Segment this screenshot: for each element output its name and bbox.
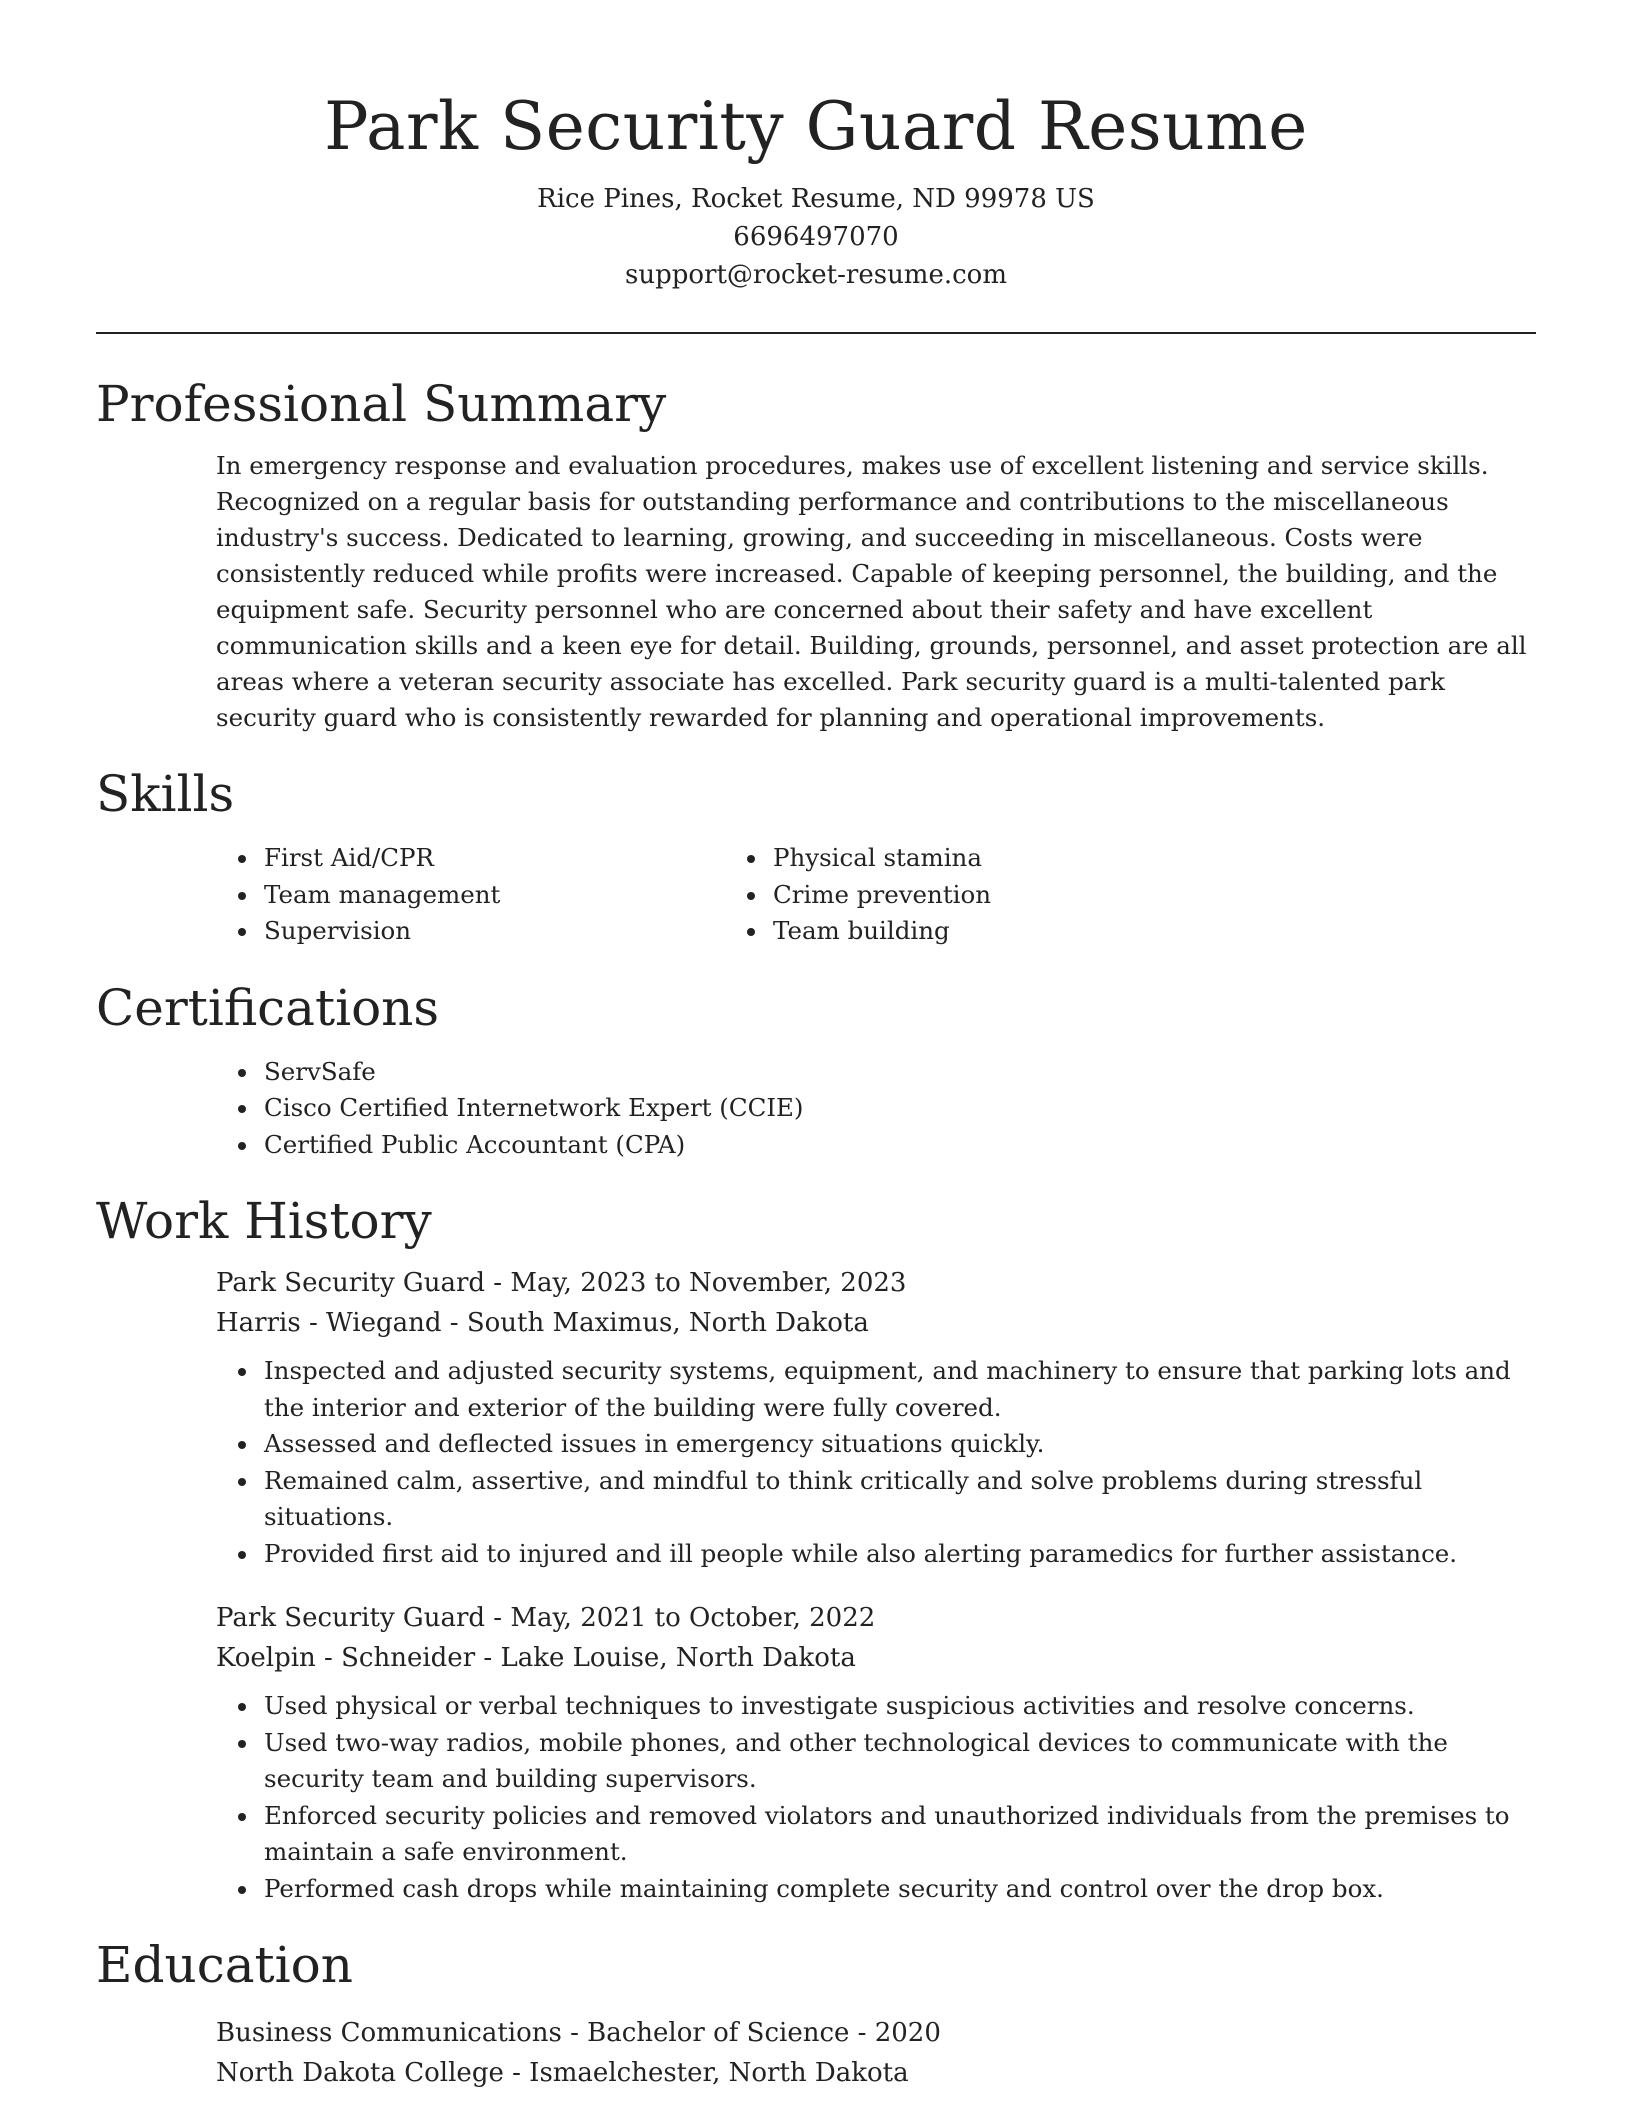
job-bullet: • Used two-way radios, mobile phones, and other technological devices to communicate with the security team and building supervisors. [260,1725,1536,1798]
certifications-section [96,976,1536,1164]
skills-section [96,762,1536,950]
header-divider [96,332,1536,334]
work-history-section [96,1189,1536,1907]
job-bullet: • Remained calm, assertive, and mindful to think critically and solve problems during stressful situations. [260,1463,1536,1536]
education-heading: Education [96,1936,353,1994]
contact-phone: 6696497070 [733,222,899,252]
skill-item: • Team management [260,877,747,914]
job-bullets [216,1688,1536,1907]
job-entry [216,1263,1536,1572]
certification-item: • Certified Public Accountant (CPA) [260,1127,1536,1164]
job-title-line: Park Security Guard - May, 2023 to November, 2023 [216,1268,907,1298]
education-section [96,1933,1536,2093]
job-title-line: Park Security Guard - May, 2021 to October, 2022 [216,1603,876,1633]
contact-email: support@rocket-resume.com [624,260,1007,290]
job-bullet: • Inspected and adjusted security systems, equipment, and machinery to ensure that parking lots and the interior and exterior of the building were fully covered. [260,1353,1536,1426]
certifications-list [96,1054,1536,1164]
skill-item: • Supervision [260,913,747,950]
resume-header [96,0,1536,294]
skills-column-1 [96,840,747,950]
job-bullet: • Performed cash drops while maintaining complete security and control over the drop box. [260,1871,1536,1908]
education-entry [216,2013,1536,2093]
job-bullet: • Enforced security policies and removed violators and unauthorized individuals from the premises to maintain a safe environment. [260,1798,1536,1871]
skills-heading: Skills [96,765,235,823]
skills-columns [96,840,1536,950]
resume-title: Park Security Guard Resume [324,88,1308,165]
certification-item: • ServSafe [260,1054,1536,1091]
skill-item: • Crime prevention [769,877,1398,914]
job-entry [216,1598,1536,1907]
skill-item: • First Aid/CPR [260,840,747,877]
job-company-line: Harris - Wiegand - South Maximus, North Dakota [216,1308,869,1338]
certifications-heading: Certifications [96,978,440,1037]
job-bullet: • Provided first aid to injured and ill people while also alerting paramedics for further assistance. [260,1536,1536,1573]
job-bullet: • Used physical or verbal techniques to investigate suspicious activities and resolve concerns. [260,1688,1536,1725]
job-bullets [216,1353,1536,1572]
job-bullet: • Assessed and deflected issues in emergency situations quickly. [260,1426,1536,1463]
work-history-heading: Work History [96,1192,432,1250]
certification-item: • Cisco Certified Internetwork Expert (CCIE) [260,1090,1536,1127]
summary-section [96,372,1536,736]
education-degree-line: Business Communications - Bachelor of Science - 2020 [216,2018,941,2048]
skill-item: • Team building [769,913,1398,950]
skill-item: • Physical stamina [769,840,1398,877]
job-company-line: Koelpin - Schneider - Lake Louise, North Dakota [216,1643,856,1673]
contact-address: Rice Pines, Rocket Resume, ND 99978 US [537,184,1095,214]
skills-column-2 [747,840,1398,950]
summary-heading: Professional Summary [96,375,667,433]
education-school-line: North Dakota College - Ismaelchester, North Dakota [216,2058,909,2088]
summary-text: In emergency response and evaluation procedures, makes use of excellent listening and service skills. Recognized on a regular basis for outstanding performance and contributions to the miscellaneous industry's success. Dedicated to learning, growing, and succeeding in miscellaneous. Costs were consistently reduced while profits were increased. Capable of keeping personnel, the building, and the equipment safe. Security personnel who are concerned about their safety and have excellent communication skills and a keen eye for detail. Building, grounds, personnel, and asset protection are all areas where a veteran security associate has excelled. Park security guard is a multi-talented park security guard who is consistently rewarded for planning and operational improvements. [216,451,1527,732]
